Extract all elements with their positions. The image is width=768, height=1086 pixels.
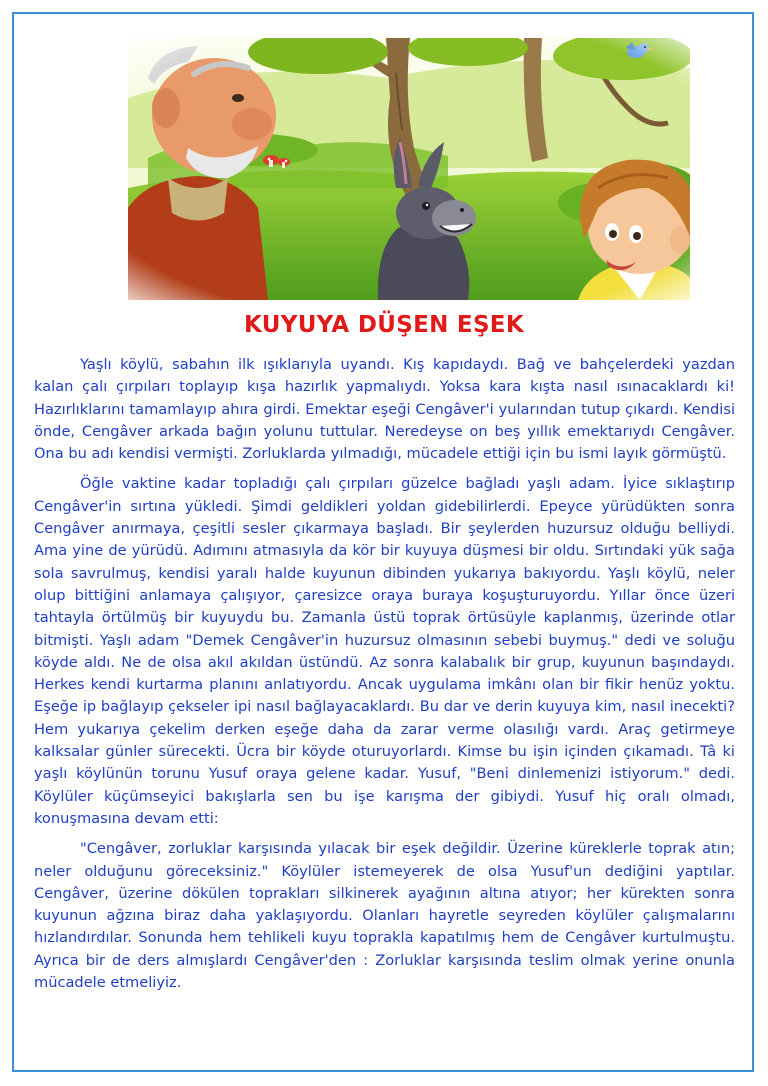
story-paragraph-3: "Cengâver, zorluklar karşısında yılacak bir eşek değildir. Üzerine küreklerle toprak atın; neler olduğunu göreceksiniz." Köylüler istemeyerek de olsa Yusuf'un dediğini yaptılar. Cengâver, üzerine dökülen toprakları silkinerek ayağının altına atıyor; her kürekten sonra kuyunun ağzına biraz daha yaklaşıyordu. Olanları hayretle seyreden köylüler çalışmalarını hızlandırdılar. Sonunda hem tehlikeli kuyu toprakla kapatılmış hem de Cengâver kurtulmuştu. Ayrıca bir de ders almışlardı Cengâver'den : Zorluklar karşısında teslim olmak yerine onunla mücadele etmeliyiz. (34, 840, 735, 992)
story-paragraph-1: Yaşlı köylü, sabahın ilk ışıklarıyla uyandı. Kış kapıdaydı. Bağ ve bahçelerdeki yazdan kalan çalı çırpıları toplayıp kışa hazırlık yapmalıydı. Yoksa kara kışta nasıl ısınacaklardı ki! Hazırlıklarını tamamlayıp ahıra girdi. Emektar eşeği Cengâver'i yularından tutup çıkardı. Kendisi önde, Cengâver arkada bağın yolunu tuttular. Neredeyse on beş yıllık emektarıydı Cengâver. Ona bu adı kendisi vermişti. Zorluklarda yılmadığı, mücadele ettiği için bu ismi layık görmüştü. (34, 356, 735, 463)
story-paragraph-2: Öğle vaktine kadar topladığı çalı çırpıları güzelce bağladı yaşlı adam. İyice sıklaştırıp Cengâver'in sırtına yükledi. Şimdi geldikleri yoldan gidebilirlerdi. Epeyce yürüdükten sonra Cengâver anırmaya, çeşitli sesler çıkarmaya başladı. Bir şeylerden huzursuz olduğu belliydi. Ama yine de yürüdü. Adımını atmasıyla da kör bir kuyuya düşmesi bir oldu. Sırtındaki yük sağa sola savrulmuş, kendisi yaralı halde kuyunun dibinden yukarıya bakıyordu. Yaşlı köylü, neler olup bittiğini anlamaya çalışıyor, çaresizce oraya buraya koşuşturuyordu. Yıllar önce üzeri tahtayla örtülmüş bir kuyuydu bu. Zamanla üstü toprak örtüsüyle kaplanmış, üzerinde otlar bitmişti. Yaşlı adam "Demek Cengâver'in huzursuz olmasının sebebi buymuş." dedi ve soluğu köyde aldı. Ne de olsa akıl akıldan üstündü. Az sonra kalabalık bir grup, kuyunun başındaydı. Herkes kendi kurtarma planını anlatıyordu. Ancak uygulama imkânı olan bir fikir henüz yoktu. Eşeğe ip bağlayıp çekseler ipi nasıl bağlayacaklardı. Bu dar ve derin kuyuya kim, nasıl inecekti? Hem yukarıya çekelim derken eşeğe daha da zarar verme olasılığı vardı. Araç getirmeye kalksalar günler sürecekti. Ücra bir köyde oturuyorlardı. Kimse bu işin içinden çıkamadı. Tâ ki yaşlı köylünün torunu Yusuf oraya gelene kadar. Yusuf, "Beni dinlemenizi istiyorum." dedi. Köylüler küçümseyici bakışlarla sen bu işe karışma der gibiydi. Yusuf hiç oralı olmadı, konuşmasına devam etti: (34, 475, 735, 827)
story-illustration (128, 38, 690, 300)
story-title: KUYUYA DÜŞEN EŞEK (244, 312, 524, 338)
story-body (34, 354, 735, 1002)
